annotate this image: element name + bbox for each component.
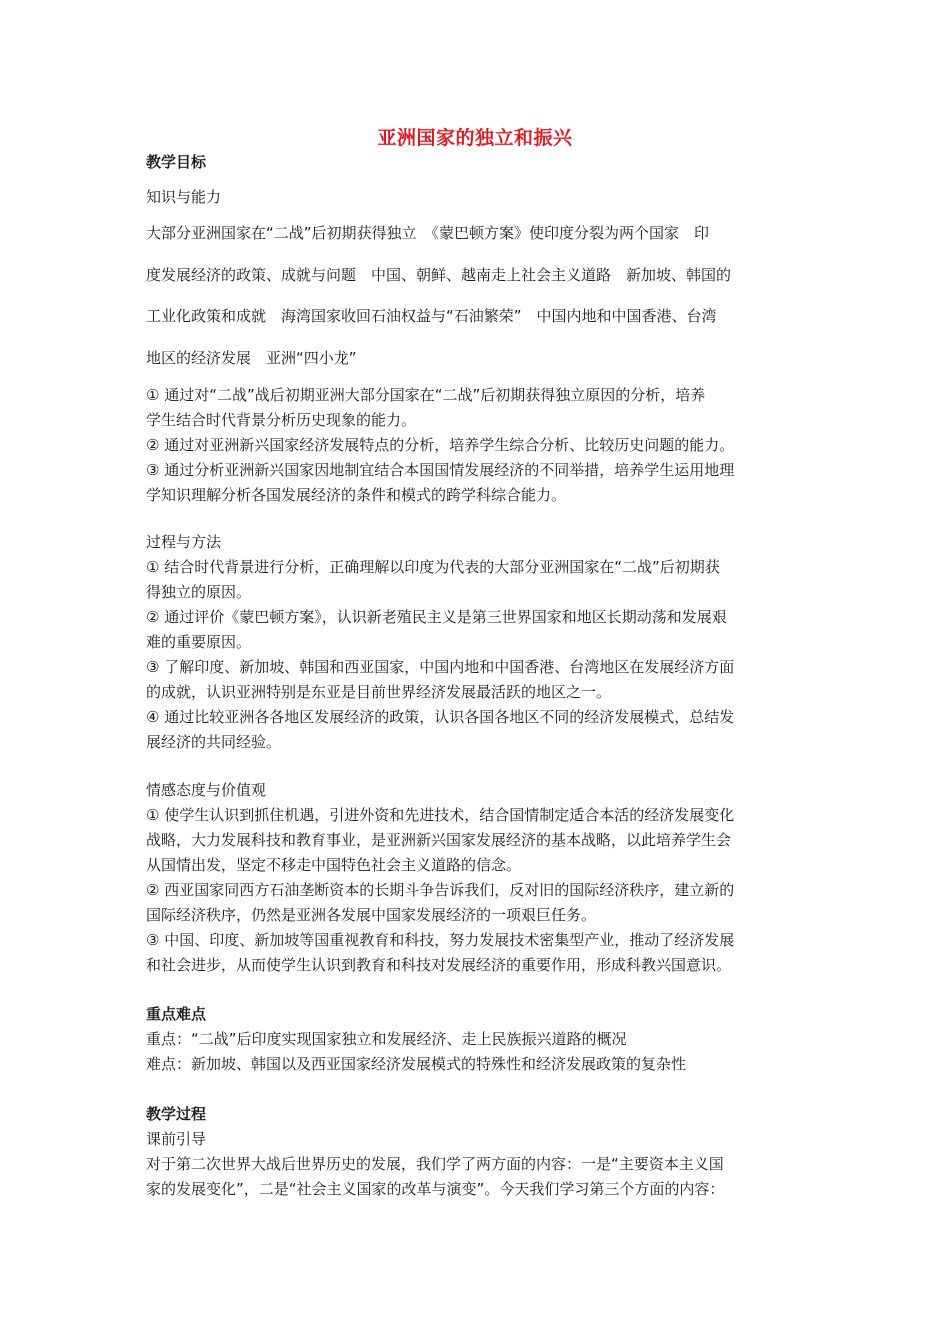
- knowledge-line: 度发展经济的政策、成就与问题 中国、朝鲜、越南走上社会主义道路 新加坡、韩国的: [146, 265, 732, 284]
- process-line: ② 通过评价《蒙巴顿方案》，认识新老殖民主义是第三世界国家和地区长期动荡和发展艰: [146, 608, 727, 626]
- process-line: ① 结合时代背景进行分析，正确理解以印度为代表的大部分亚洲国家在“二战”后初期获: [146, 558, 720, 576]
- process-line: ④ 通过比较亚洲各各地区发展经济的政策，认识各国各地区不同的经济发展模式，总结发: [146, 708, 735, 726]
- goals-heading: 教学目标: [146, 153, 207, 171]
- knowledge-line: 工业化政策和成就 海湾国家收回石油权益与“石油繁荣” 中国内地和中国香港、台湾: [146, 307, 717, 325]
- difficulty-line: 难点：新加坡、韩国以及西亚国家经济发展模式的特殊性和经济发展政策的复杂性: [146, 1055, 687, 1073]
- emotion-line: 和社会进步，从而使学生认识到教育和科技对发展经济的重要作用，形成科教兴国意识。: [146, 956, 732, 974]
- ability-line: ② 通过对亚洲新兴国家经济发展特点的分析，培养学生综合分析、比较历史问题的能力。: [146, 436, 735, 454]
- knowledge-paragraph: [146, 221, 816, 371]
- intro-paragraph: [146, 1152, 816, 1202]
- intro-line: 对于第二次世界大战后世界历史的发展，我们学了两方面的内容：一是“主要资本主义国: [146, 1155, 724, 1173]
- emotion-line: ① 使学生认识到抓住机遇，引进外资和先进技术，结合国情制定适合本活的经济发展变化: [146, 806, 735, 824]
- process-label: 过程与方法: [146, 533, 222, 551]
- process-line: ③ 了解印度、新加坡、韩国和西亚国家，中国内地和中国香港、台湾地区在发展经济方面: [146, 658, 735, 676]
- key-point-text: [146, 1027, 816, 1077]
- emotion-line: 从国情出发，坚定不移走中国特色社会主义道路的信念。: [146, 856, 522, 874]
- process-line: 难的重要原因。: [146, 633, 252, 651]
- ability-line: 学生结合时代背景分析历史现象的能力。: [146, 411, 417, 429]
- key-difficulty-heading: 重点难点: [146, 1005, 207, 1023]
- emotion-paragraph: [146, 803, 816, 978]
- emotion-line: 战略，大力发展科技和教育事业，是亚洲新兴国家发展经济的基本战略，以此培养学生会: [146, 831, 732, 849]
- emotion-line: ③ 中国、印度、新加坡等国重视教育和科技，努力发展技术密集型产业，推动了经济发展: [146, 931, 735, 949]
- teaching-process-heading: 教学过程: [146, 1105, 207, 1123]
- ability-line: ③ 通过分析亚洲新兴国家因地制宜结合本国国情发展经济的不同举措，培养学生运用地理: [146, 461, 735, 479]
- process-line: 展经济的共同经验。: [146, 733, 282, 751]
- knowledge-label: 知识与能力: [146, 188, 222, 206]
- process-paragraph: [146, 555, 816, 755]
- process-line: 的成就，认识亚洲特别是东亚是目前世界经济发展最活跃的地区之一。: [146, 683, 612, 701]
- knowledge-line: 大部分亚洲国家在“二战”后初期获得独立 《蒙巴顿方案》使印度分裂为两个国家 印: [146, 224, 710, 242]
- emotion-label: 情感态度与价值观: [146, 781, 267, 799]
- knowledge-line: 地区的经济发展 亚洲“四小龙”: [146, 348, 357, 367]
- emotion-line: 国际经济秩序，仍然是亚洲各发展中国家发展经济的一项艰巨任务。: [146, 906, 597, 924]
- emotion-line: ② 西亚国家同西方石油垄断资本的长期斗争告诉我们，反对旧的国际经济秩序，建立新的: [146, 881, 735, 899]
- key-point-line: 重点：“二战”后印度实现国家独立和发展经济、走上民族振兴道路的概况: [146, 1030, 627, 1048]
- ability-line: ① 通过对“二战”战后初期亚洲大部分国家在“二战”后初期获得独立原因的分析，培养: [146, 386, 706, 404]
- intro-label: 课前引导: [146, 1130, 207, 1148]
- document-title: 亚洲国家的独立和振兴: [377, 127, 573, 149]
- ability-paragraph: [146, 383, 816, 508]
- ability-line: 学知识理解分析各国发展经济的条件和模式的跨学科综合能力。: [146, 486, 567, 504]
- process-line: 得独立的原因。: [146, 583, 252, 601]
- intro-line: 家的发展变化”，二是“社会主义国家的改革与演变”。今天我们学习第三个方面的内容：: [146, 1180, 725, 1198]
